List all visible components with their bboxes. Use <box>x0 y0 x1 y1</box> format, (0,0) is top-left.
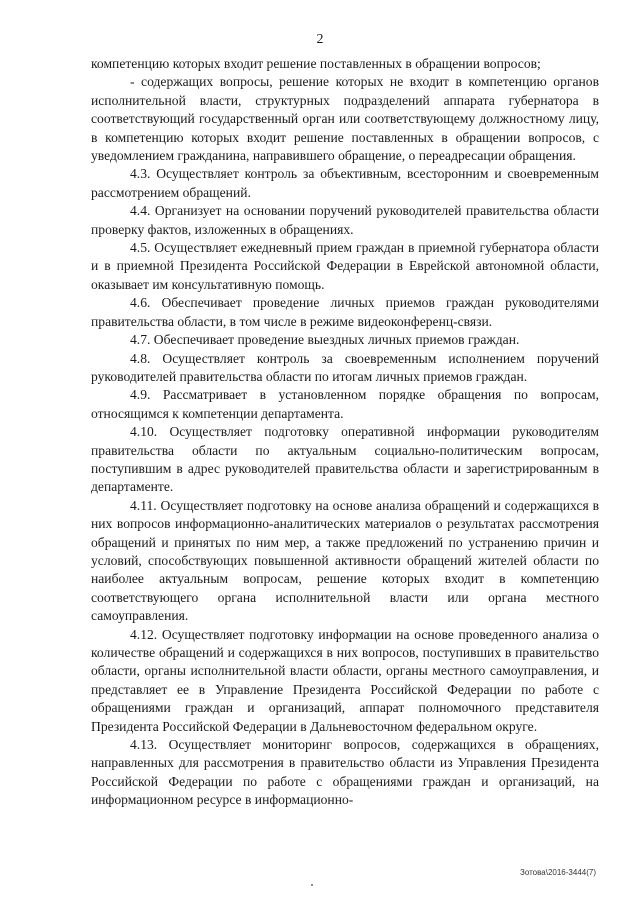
paragraph-4-6: 4.6. Обеспечивает проведение личных приемов граждан руководителями правительства области, в том числе в режиме видеоконференц-связи. <box>91 295 599 329</box>
paragraph-4-7: 4.7. Обеспечивает проведение выездных личных приемов граждан. <box>130 332 520 348</box>
paragraph-4-12: 4.12. Осуществляет подготовку информации на основе проведенного анализа о количестве обращений и содержащихся в них вопросов, поступивших в правительство области, органы исполнительной власти области, органы местного самоуправления, и представляет ее в Управление Президента Российской Федерации по работе с обращениями граждан и организаций, аппарат полномочного представителя Президента Российской Федерации в Дальневосточном федеральном округе. <box>91 626 599 734</box>
paragraph-4-11: 4.11. Осуществляет подготовку на основе анализа обращений и содержащихся в них вопросов информационно-аналитических материалов о результатах рассмотрения обращений и принятых по ним мер, а также предложений по устранению причин и условий, способствующих повышенной активности обращений жителей области по наиболее актуальным вопросам, решение которых входит в компетенцию соответствующего органа исполнительной власти или органа местного самоуправления. <box>91 497 599 624</box>
document-body <box>91 55 599 810</box>
paragraph-4-13: 4.13. Осуществляет мониторинг вопросов, содержащихся в обращениях, направленных для рассмотрения в правительство области из Управления Президента Российской Федерации по работе с обращениями граждан и организаций, на информационном ресурсе в информационно- <box>91 737 599 808</box>
paragraph-4-5: 4.5. Осуществляет ежедневный прием граждан в приемной губернатора области и в приемной Президента Российской Федерации в Еврейской автономной области, оказывает им консультативную помощь. <box>91 240 599 292</box>
page-number: 2 <box>316 32 324 47</box>
paragraph-4-8: 4.8. Осуществляет контроль за своевременным исполнением поручений руководителей правительства области по итогам личных приемов граждан. <box>91 350 599 384</box>
paragraph-4-4: 4.4. Организует на основании поручений руководителей правительства области проверку фактов, изложенных в обращениях. <box>91 203 599 237</box>
paragraph-4-10: 4.10. Осуществляет подготовку оперативной информации руководителям правительства области по актуальным социально-политическим вопросам, поступившим в адрес руководителей правительства области и зарегистрированным в департаменте. <box>91 424 599 495</box>
document-footer-code: Зотова\2016-3444(7) <box>520 868 596 877</box>
paragraph-continuation: компетенцию которых входит решение поставленных в обращении вопросов; <box>91 56 541 71</box>
paragraph-4-3: 4.3. Осуществляет контроль за объективным, всесторонним и своевременным рассмотрением обращений. <box>91 166 599 200</box>
paragraph-4-9: 4.9. Рассматривает в установленном порядке обращения по вопросам, относящимся к компетенции департамента. <box>91 387 599 421</box>
paragraph-list-item: - содержащих вопросы, решение которых не входит в компетенцию органов исполнительной власти, структурных подразделений аппарата губернатора в соответствующий государственный орган или соответствующему должностному лицу, в компетенцию которых входит решение поставленных в обращении вопросов, с уведомлением гражданина, направившего обращение, о переадресации обращения. <box>91 74 599 164</box>
scan-speck <box>311 884 313 886</box>
